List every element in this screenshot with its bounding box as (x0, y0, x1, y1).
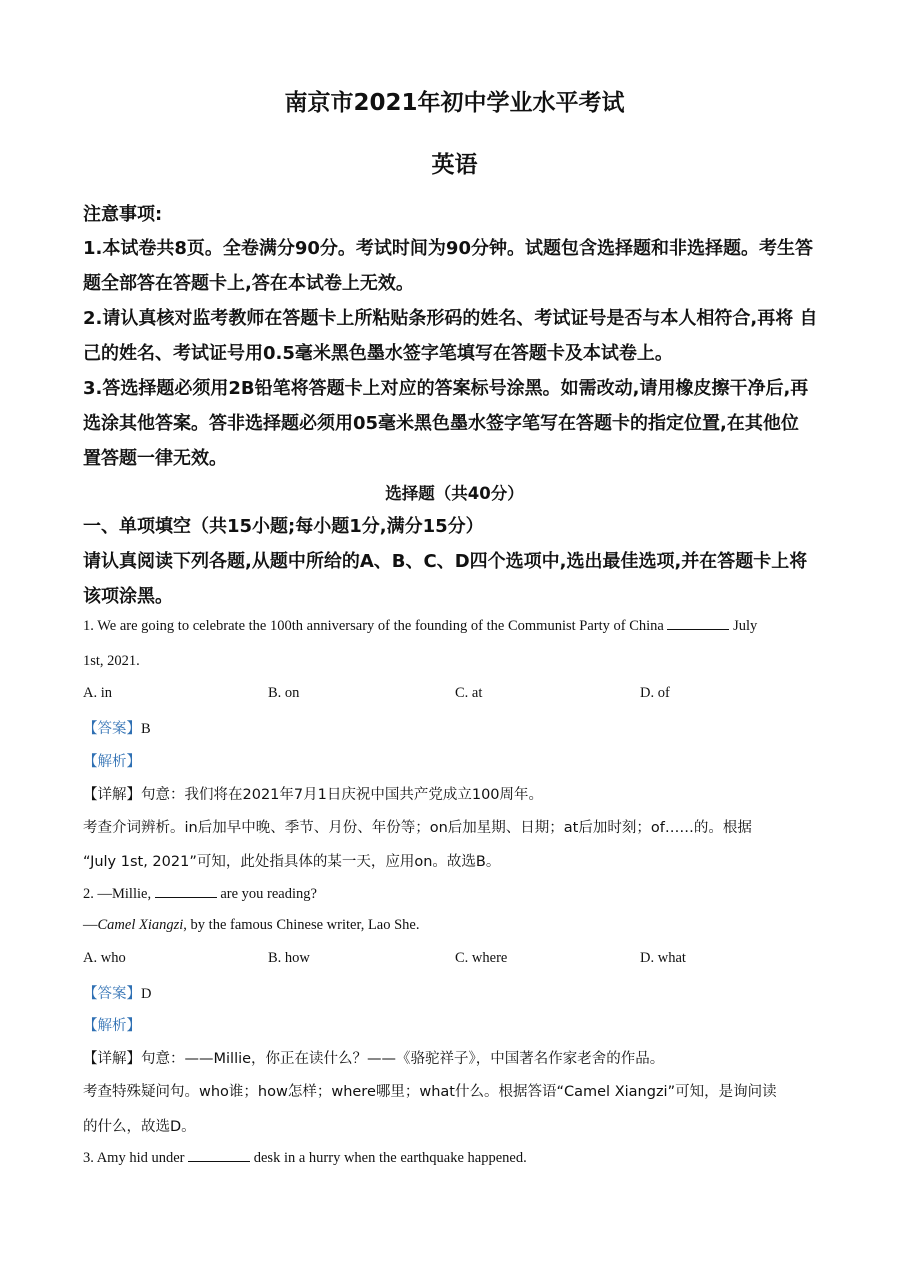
instruction-line: 请认真阅读下列各题,从题中所给的A、B、C、D四个选项中,选出最佳选项,并在答题卡上将 (83, 551, 808, 572)
answer-tag (83, 717, 151, 738)
option-b: B. how (268, 950, 310, 966)
explanation-line: 考查特殊疑问句。who谁；how怎样；where哪里；what什么。根据答语“Camel Xiangzi”可知，是询问读 (83, 1084, 777, 1100)
explanation-line: 的什么，故选D。 (83, 1119, 196, 1135)
question-1-stem (83, 617, 843, 635)
subject-title: 英语 (431, 152, 478, 178)
option-c: C. at (455, 685, 483, 701)
explanation-line: 【详解】句意：我们将在2021年7月1日庆祝中国共产党成立100周年。 (83, 787, 544, 803)
notice-line: 3.答选择题必须用2B铅笔将答题卡上对应的答案标号涂黑。如需改动,请用橡皮擦干净后,再 (83, 378, 809, 399)
option-d: D. of (640, 685, 670, 701)
notice-line: 2.请认真核对监考教师在答题卡上所粘贴条形码的姓名、考试证号是否与本人相符合,再将 自 (83, 308, 818, 329)
notice-line: 选涂其他答案。答非选择题必须用05毫米黑色墨水签字笔写在答题卡的指定位置,在其他位 (83, 413, 799, 434)
answer-tag (83, 982, 151, 1003)
notice-line: 置答题一律无效。 (83, 448, 227, 469)
question-2-stem (83, 885, 843, 903)
analysis-label: 【解析】 (83, 1018, 141, 1034)
question-stem-text: 2. —Millie, (83, 886, 152, 902)
question-stem-text: July (733, 618, 758, 634)
answer-label: 【答案】 (83, 986, 141, 1002)
option-d: D. what (640, 950, 686, 966)
explanation-line: “July 1st, 2021”可知，此处指具体的某一天，应用on。故选B。 (83, 854, 501, 870)
option-a: A. who (83, 950, 126, 966)
question-stem-text: 1. We are going to celebrate the 100th anniversary of the founding of the Communist Party of China (83, 618, 664, 634)
answer-label: 【答案】 (83, 721, 141, 737)
part-heading: 一、单项填空（共15小题;每小题1分,满分15分） (83, 516, 484, 537)
section-title: 选择题（共40分） (385, 484, 524, 503)
reply-text: , by the famous Chinese writer, Lao She. (183, 917, 420, 933)
question-stem-text: 3. Amy hid under (83, 1150, 185, 1166)
explanation-line: 考查介词辨析。in后加早中晚、季节、月份、年份等；on后加星期、日期；at后加时刻；of……的。根据 (83, 820, 752, 836)
notice-line: 己的姓名、考试证号用0.5毫米黑色墨水签字笔填写在答题卡及本试卷上。 (83, 343, 673, 364)
answer-blank (155, 885, 217, 898)
notice-heading: 注意事项: (83, 204, 163, 225)
notice-line: 1.本试卷共8页。全卷满分90分。考试时间为90分钟。试题包含选择题和非选择题。考生答 (83, 238, 813, 259)
analysis-label: 【解析】 (83, 754, 141, 770)
question-stem-text: desk in a hurry when the earthquake happened. (253, 1150, 527, 1166)
question-3-stem (83, 1149, 843, 1167)
book-title: Camel Xiangzi (97, 917, 184, 933)
option-b: B. on (268, 685, 300, 701)
explanation-line: 【详解】句意：——Millie，你正在读什么？——《骆驼祥子》，中国著名作家老舍的作品。 (83, 1051, 665, 1067)
question-2-reply (83, 917, 843, 934)
reply-dash: — (83, 917, 98, 933)
answer-blank (188, 1149, 250, 1162)
question-stem-text: are you reading? (220, 886, 317, 902)
answer-value: D (141, 986, 152, 1002)
option-a: A. in (83, 685, 112, 701)
notice-line: 题全部答在答题卡上,答在本试卷上无效。 (83, 273, 414, 294)
instruction-line: 该项涂黑。 (83, 586, 173, 607)
option-c: C. where (455, 950, 508, 966)
answer-blank (667, 617, 729, 630)
answer-value: B (141, 721, 151, 737)
exam-title: 南京市2021年初中学业水平考试 (284, 90, 625, 116)
question-stem-text: 1st, 2021. (83, 653, 140, 669)
